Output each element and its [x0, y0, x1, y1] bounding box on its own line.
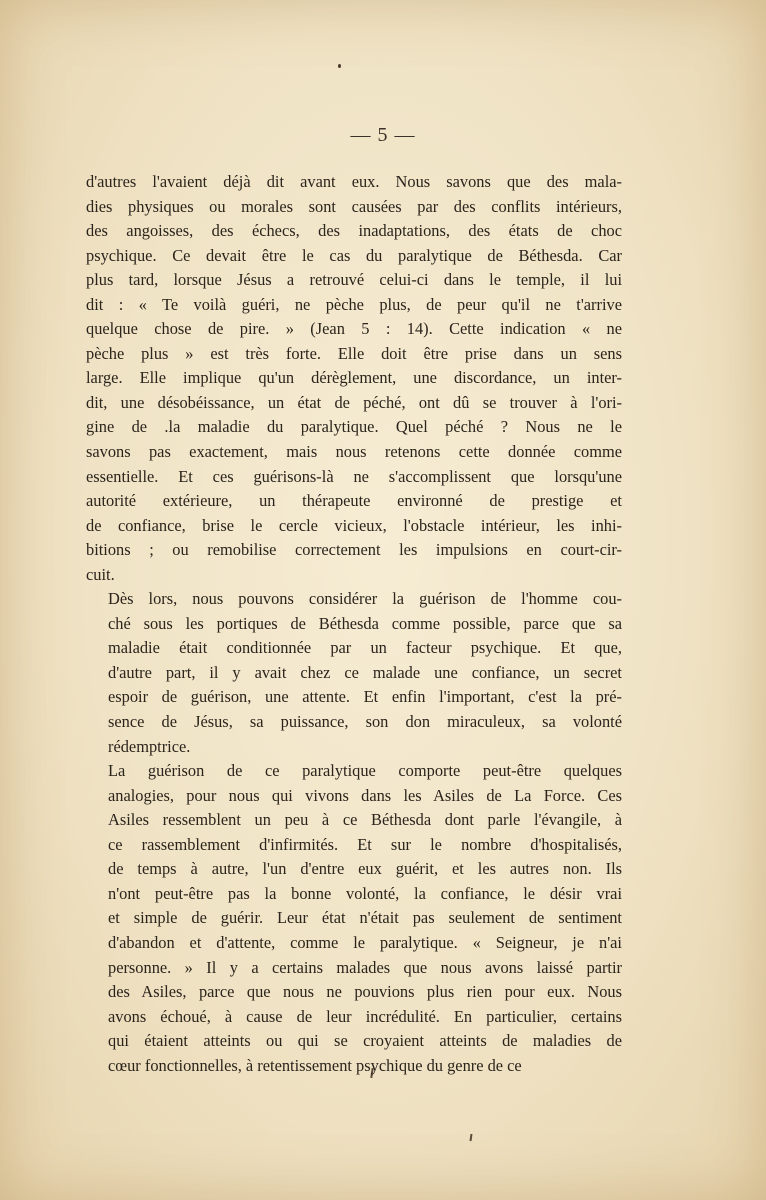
text-line: savons pas exactement, mais nous retenons cette donnée comme [86, 442, 622, 462]
text-line: essentielle. Et ces guérisons-là ne s'accomplissent que lorsqu'une [86, 466, 622, 486]
text-line: sence de Jésus, sa puissance, son don miraculeux, sa volonté [108, 712, 622, 732]
text-line: La guérison de ce paralytique comporte peut-être quelques [108, 761, 622, 781]
text-line: de confiance, brise le cercle vicieux, l'obstacle intérieur, les inhi- [86, 515, 622, 535]
text-line: dit, une désobéissance, un état de péché, ont dû se trouver à l'ori- [86, 392, 622, 412]
text-line: maladie était conditionnée par un facteur psychique. Et que, [108, 638, 622, 658]
text-line: plus tard, lorsque Jésus a retrouvé celui-ci dans le temple, il lui [86, 270, 622, 290]
text-line: d'autres l'avaient déjà dit avant eux. Nous savons que des mala- [86, 172, 622, 191]
text-line: large. Elle implique qu'un dérèglement, une discordance, un inter- [86, 368, 622, 388]
text-line: dies physiques ou morales sont causées par des conflits intérieurs, [86, 196, 622, 216]
paragraph [86, 587, 622, 759]
body-text [86, 170, 622, 1078]
text-line: bitions ; ou remobilise correctement les impulsions en court-cir- [86, 540, 622, 560]
text-line: personne. » Il y a certains malades que nous avons laissé partir [108, 957, 622, 977]
text-line: de temps à autre, l'un d'entre eux guérit, et les autres non. Ils [108, 859, 622, 879]
text-line: analogies, pour nous qui vivons dans les Asiles de La Force. Ces [108, 785, 622, 805]
text-line: cœur fonctionnelles, à retentissement psychique du genre de ce [108, 1055, 522, 1075]
text-line: d'autre part, il y avait chez ce malade une confiance, un secret [108, 662, 622, 682]
text-line: avons échoué, à cause de leur incrédulité. En particulier, certains [108, 1006, 622, 1026]
text-line: rédemptrice. [108, 736, 191, 756]
text-line: qui étaient atteints ou qui se croyaient atteints de maladies de [108, 1031, 622, 1051]
text-line: quelque chose de pire. » (Jean 5 : 14). Cette indication « ne [86, 319, 622, 339]
text-line: des angoisses, des échecs, des inadaptations, des états de choc [86, 221, 622, 241]
text-line: et simple de guérir. Leur état n'était pas seulement de sentiment [108, 908, 622, 928]
text-line: d'abandon et d'attente, comme le paralytique. « Seigneur, je n'ai [108, 932, 622, 952]
ink-mark [470, 1134, 473, 1141]
text-line: dit : « Te voilà guéri, ne pèche plus, de peur qu'il ne t'arrive [86, 294, 622, 314]
text-line: ché sous les portiques de Béthesda comme possible, parce que sa [108, 613, 622, 633]
text-line: autorité extérieure, un thérapeute environné de prestige et [86, 491, 622, 511]
text-line: gine de .la maladie du paralytique. Quel péché ? Nous ne le [86, 417, 622, 437]
text-line: psychique. Ce devait être le cas du paralytique de Béthesda. Car [86, 245, 622, 265]
text-line: cuit. [86, 564, 115, 584]
paragraph [86, 170, 622, 587]
page-number: — 5 — [350, 124, 416, 146]
text-line: pèche plus » est très forte. Elle doit être prise dans un sens [86, 343, 622, 363]
text-line: n'ont peut-être pas la bonne volonté, la confiance, le désir vrai [108, 883, 622, 903]
text-line: des Asiles, parce que nous ne pouvions plus rien pour eux. Nous [108, 982, 622, 1002]
text-line: espoir de guérison, une attente. Et enfin l'important, c'est la pré- [108, 687, 622, 707]
text-line: Dès lors, nous pouvons considérer la guérison de l'homme cou- [108, 589, 622, 609]
text-line: ce rassemblement d'infirmités. Et sur le nombre d'hospitalisés, [108, 834, 622, 854]
ink-speck [338, 64, 341, 68]
text-line: Asiles ressemblent un peu à ce Béthesda dont parle l'évangile, à [108, 810, 622, 830]
paragraph [86, 759, 622, 1078]
